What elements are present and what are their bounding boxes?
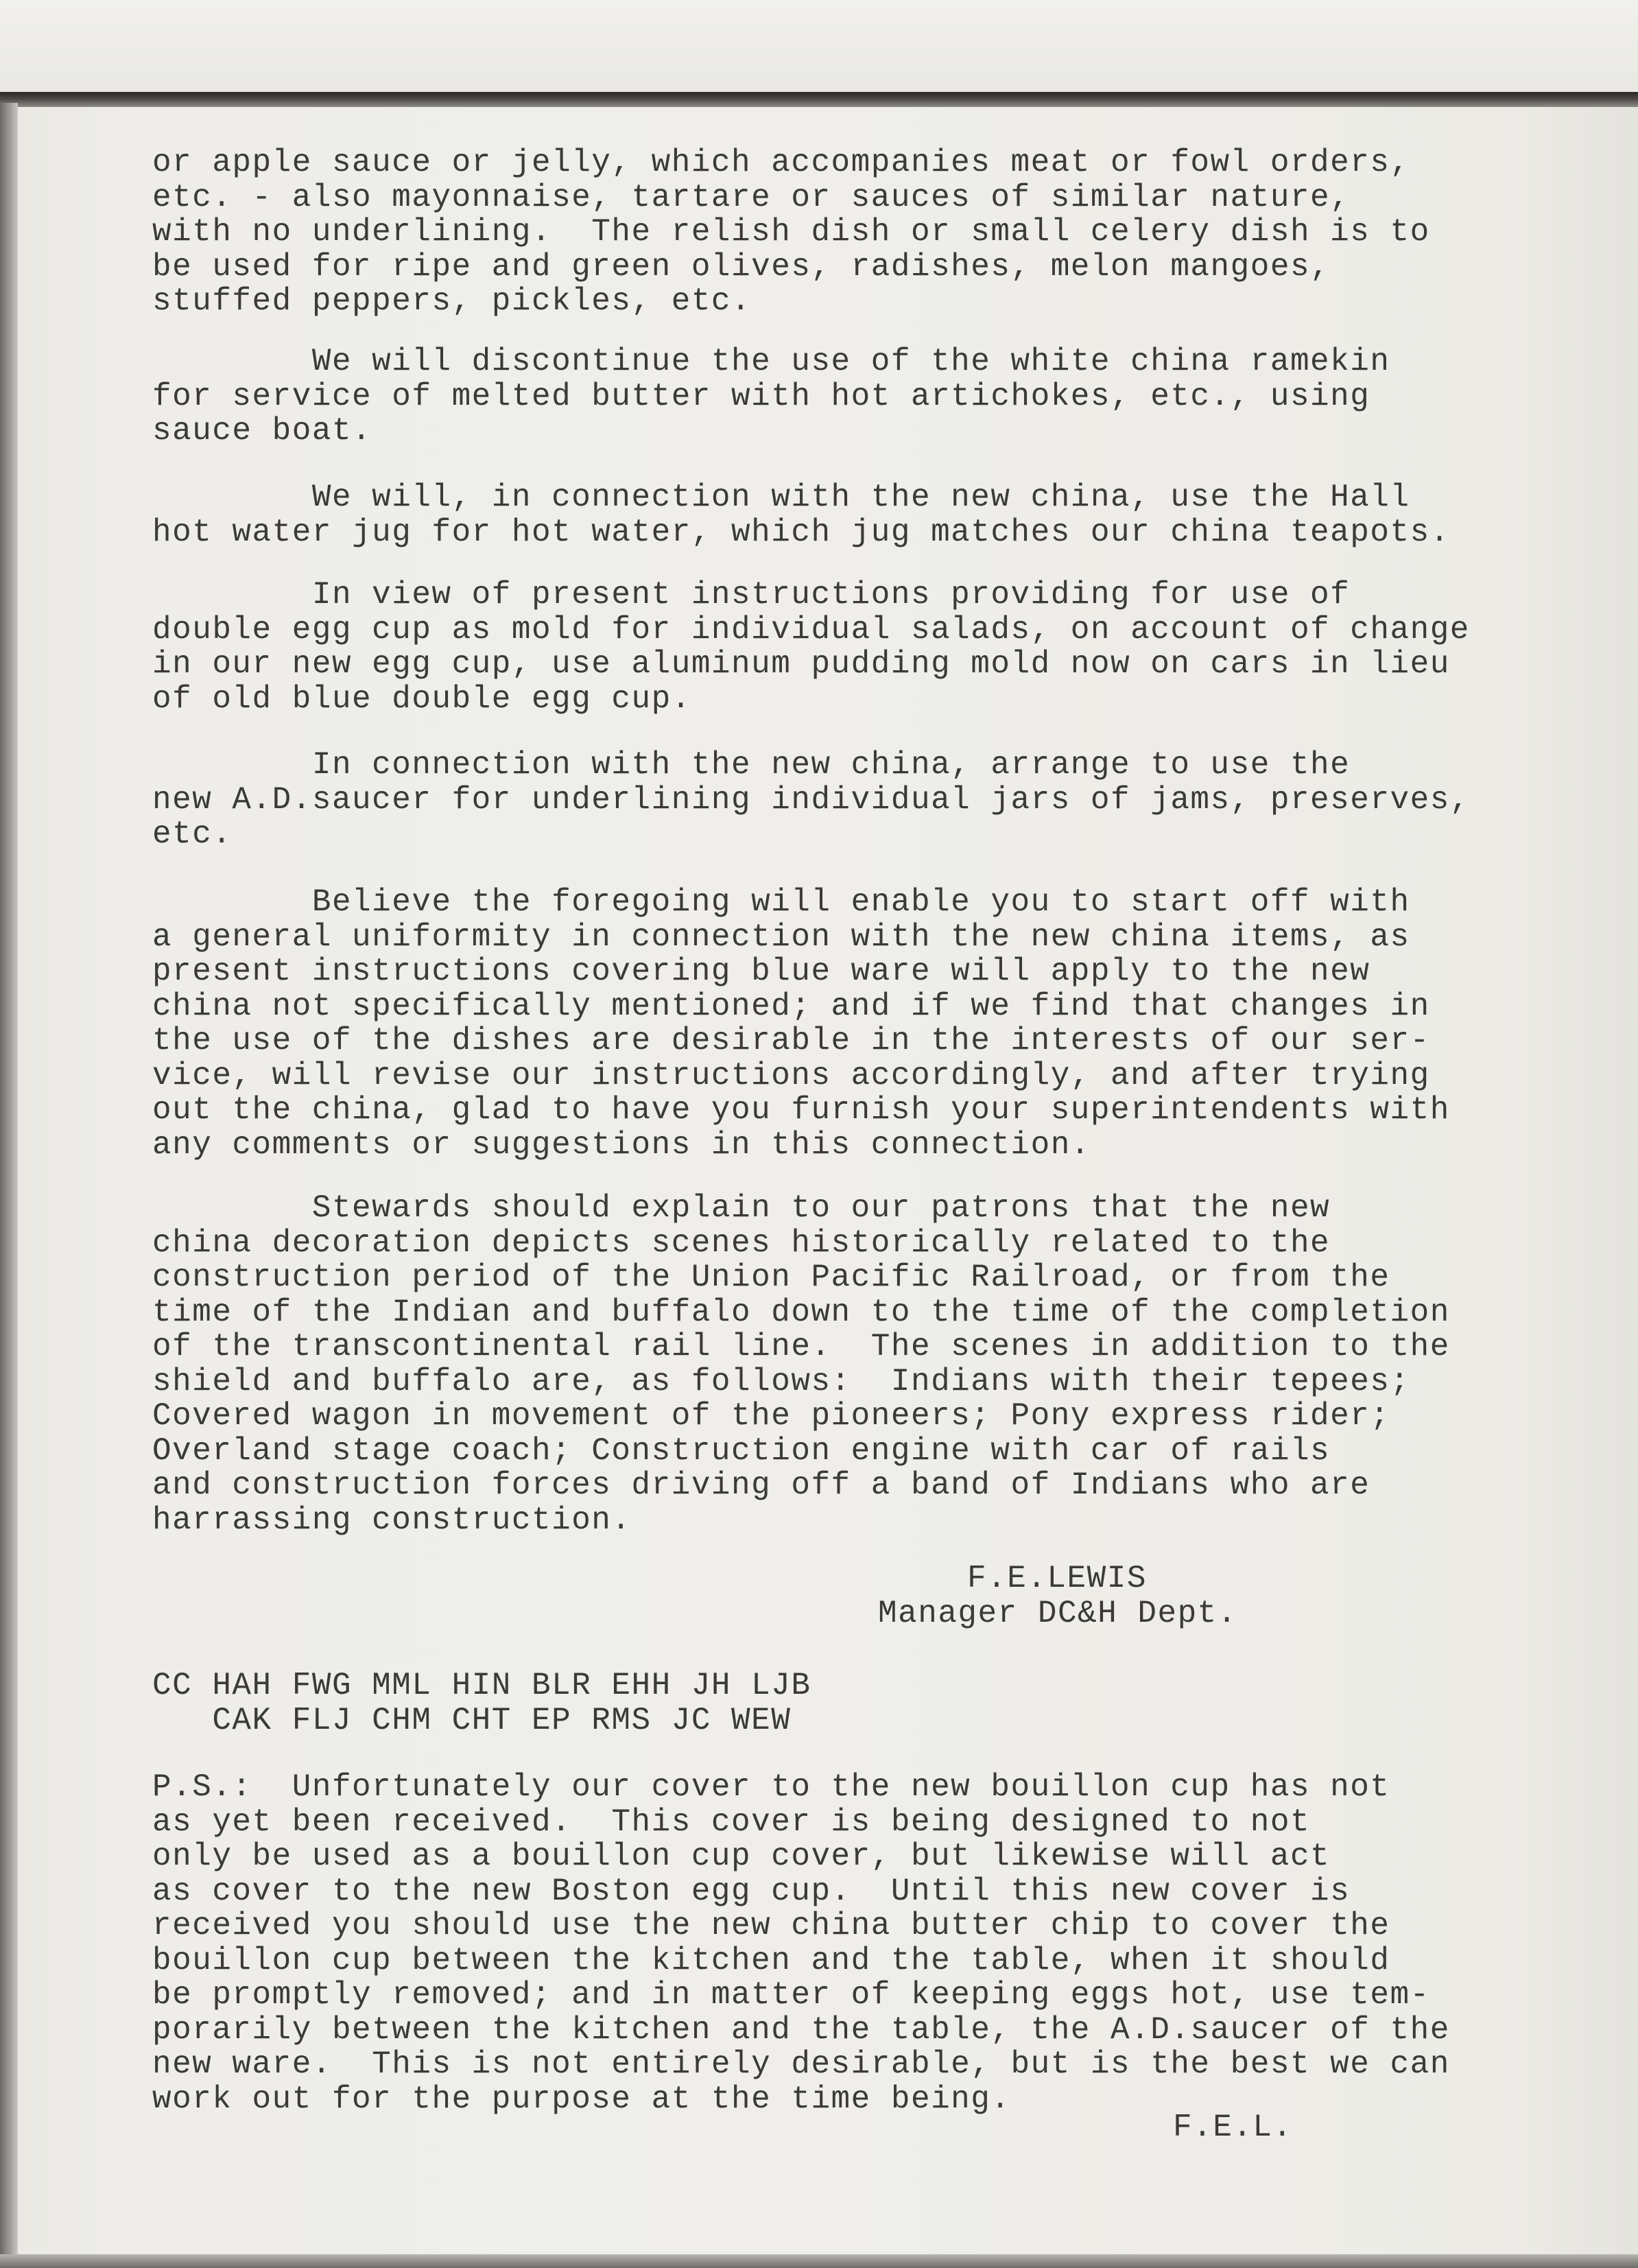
text-line: vice, will revise our instructions accordingly, and after trying	[152, 1057, 1430, 1094]
text-line: received you should use the new china butter chip to cover the	[152, 1908, 1390, 1944]
cc-line: CAK FLJ CHM CHT EP RMS JC WEW	[152, 1702, 792, 1738]
text-line: double egg cup as mold for individual salads, on account of change	[152, 611, 1470, 648]
text-line: P.S.: Unfortunately our cover to the new bouillon cup has not	[152, 1769, 1390, 1805]
text-line: time of the Indian and buffalo down to the time of the completion	[152, 1294, 1450, 1330]
text-line: of old blue double egg cup.	[152, 681, 691, 717]
text-line: In view of present instructions providing for use of	[152, 577, 1351, 613]
text-line: Overland stage coach; Construction engine with car of rails	[152, 1432, 1331, 1469]
text-line: etc.	[152, 816, 233, 852]
text-line: hot water jug for hot water, which jug matches our china teapots.	[152, 514, 1450, 550]
paragraph-relish-dish	[152, 145, 1565, 319]
cc-list	[152, 1668, 1565, 1738]
text-line: new A.D.saucer for underlining individual jars of jams, preserves,	[152, 781, 1470, 818]
text-line: work out for the purpose at the time being.	[152, 2081, 1011, 2117]
page-left-shadow	[0, 103, 18, 2268]
text-line: china decoration depicts scenes historically related to the	[152, 1225, 1331, 1261]
text-line: harrassing construction.	[152, 1502, 632, 1538]
text-line: for service of melted butter with hot artichokes, etc., using	[152, 378, 1370, 414]
paragraph-ramekin	[152, 344, 1565, 449]
paragraph-hot-water-jug	[152, 480, 1565, 550]
paragraph-ad-saucer	[152, 748, 1565, 852]
signature-block	[878, 1561, 1358, 1631]
postscript-initials: F.E.L.	[1173, 2110, 1293, 2145]
text-line: in our new egg cup, use aluminum pudding mold now on cars in lieu	[152, 646, 1450, 682]
paragraph-egg-cup	[152, 578, 1565, 716]
text-line: of the transcontinental rail line. The scenes in addition to the	[152, 1329, 1450, 1365]
text-line: any comments or suggestions in this connection.	[152, 1126, 1091, 1163]
text-line: We will discontinue the use of the white china ramekin	[152, 344, 1390, 379]
text-line: We will, in connection with the new china, use the Hall	[152, 480, 1410, 515]
text-line: Covered wagon in movement of the pioneers; Pony express rider;	[152, 1398, 1390, 1434]
text-line: present instructions covering blue ware will apply to the new	[152, 954, 1370, 989]
text-line: Stewards should explain to our patrons that the new	[152, 1190, 1331, 1226]
text-line: as yet been received. This cover is being designed to not	[152, 1804, 1311, 1840]
text-line: a general uniformity in connection with the new china items, as	[152, 919, 1410, 955]
text-line: porarily between the kitchen and the table, the A.D.saucer of the	[152, 2011, 1450, 2048]
postscript	[152, 1770, 1565, 2116]
signature-title: Manager DC&H Dept.	[878, 1595, 1237, 1631]
text-line: shield and buffalo are, as follows: Indians with their tepees;	[152, 1363, 1410, 1399]
text-line: out the china, glad to have you furnish your superintendents with	[152, 1092, 1450, 1128]
text-line: etc. - also mayonnaise, tartare or sauces of similar nature,	[152, 179, 1351, 215]
text-line: with no underlining. The relish dish or small celery dish is to	[152, 214, 1430, 250]
text-line: stuffed peppers, pickles, etc.	[152, 283, 752, 319]
text-line: construction period of the Union Pacific Railroad, or from the	[152, 1260, 1390, 1295]
paragraph-uniformity	[152, 885, 1565, 1162]
text-line: china not specifically mentioned; and if we find that changes in	[152, 988, 1430, 1024]
page-fold-edge	[0, 92, 1638, 107]
text-line: In connection with the new china, arrange to use the	[152, 747, 1351, 783]
text-line: Believe the foregoing will enable you to start off with	[152, 884, 1410, 920]
text-line: as cover to the new Boston egg cup. Until this new cover is	[152, 1873, 1351, 1909]
postscript-initials-block	[1173, 2110, 1447, 2145]
text-line: or apple sauce or jelly, which accompanies meat or fowl orders,	[152, 145, 1410, 180]
text-line: be used for ripe and green olives, radishes, melon mangoes,	[152, 248, 1331, 285]
text-line: the use of the dishes are desirable in the interests of our ser-	[152, 1023, 1430, 1059]
page-top-overlap	[0, 0, 1638, 103]
text-line: bouillon cup between the kitchen and the table, when it should	[152, 1942, 1390, 1978]
paragraph-stewards	[152, 1191, 1565, 1537]
text-line: only be used as a bouillon cup cover, but likewise will act	[152, 1839, 1331, 1874]
text-line: sauce boat.	[152, 413, 372, 449]
page-bottom-edge	[0, 2254, 1638, 2268]
signature-name: F.E.LEWIS	[967, 1561, 1147, 1596]
text-line: new ware. This is not entirely desirable, but is the best we can	[152, 2046, 1450, 2082]
text-line: be promptly removed; and in matter of keeping eggs hot, use tem-	[152, 1977, 1430, 2013]
text-line: and construction forces driving off a band of Indians who are	[152, 1467, 1370, 1503]
cc-line: CC HAH FWG MML HIN BLR EHH JH LJB	[152, 1668, 811, 1703]
